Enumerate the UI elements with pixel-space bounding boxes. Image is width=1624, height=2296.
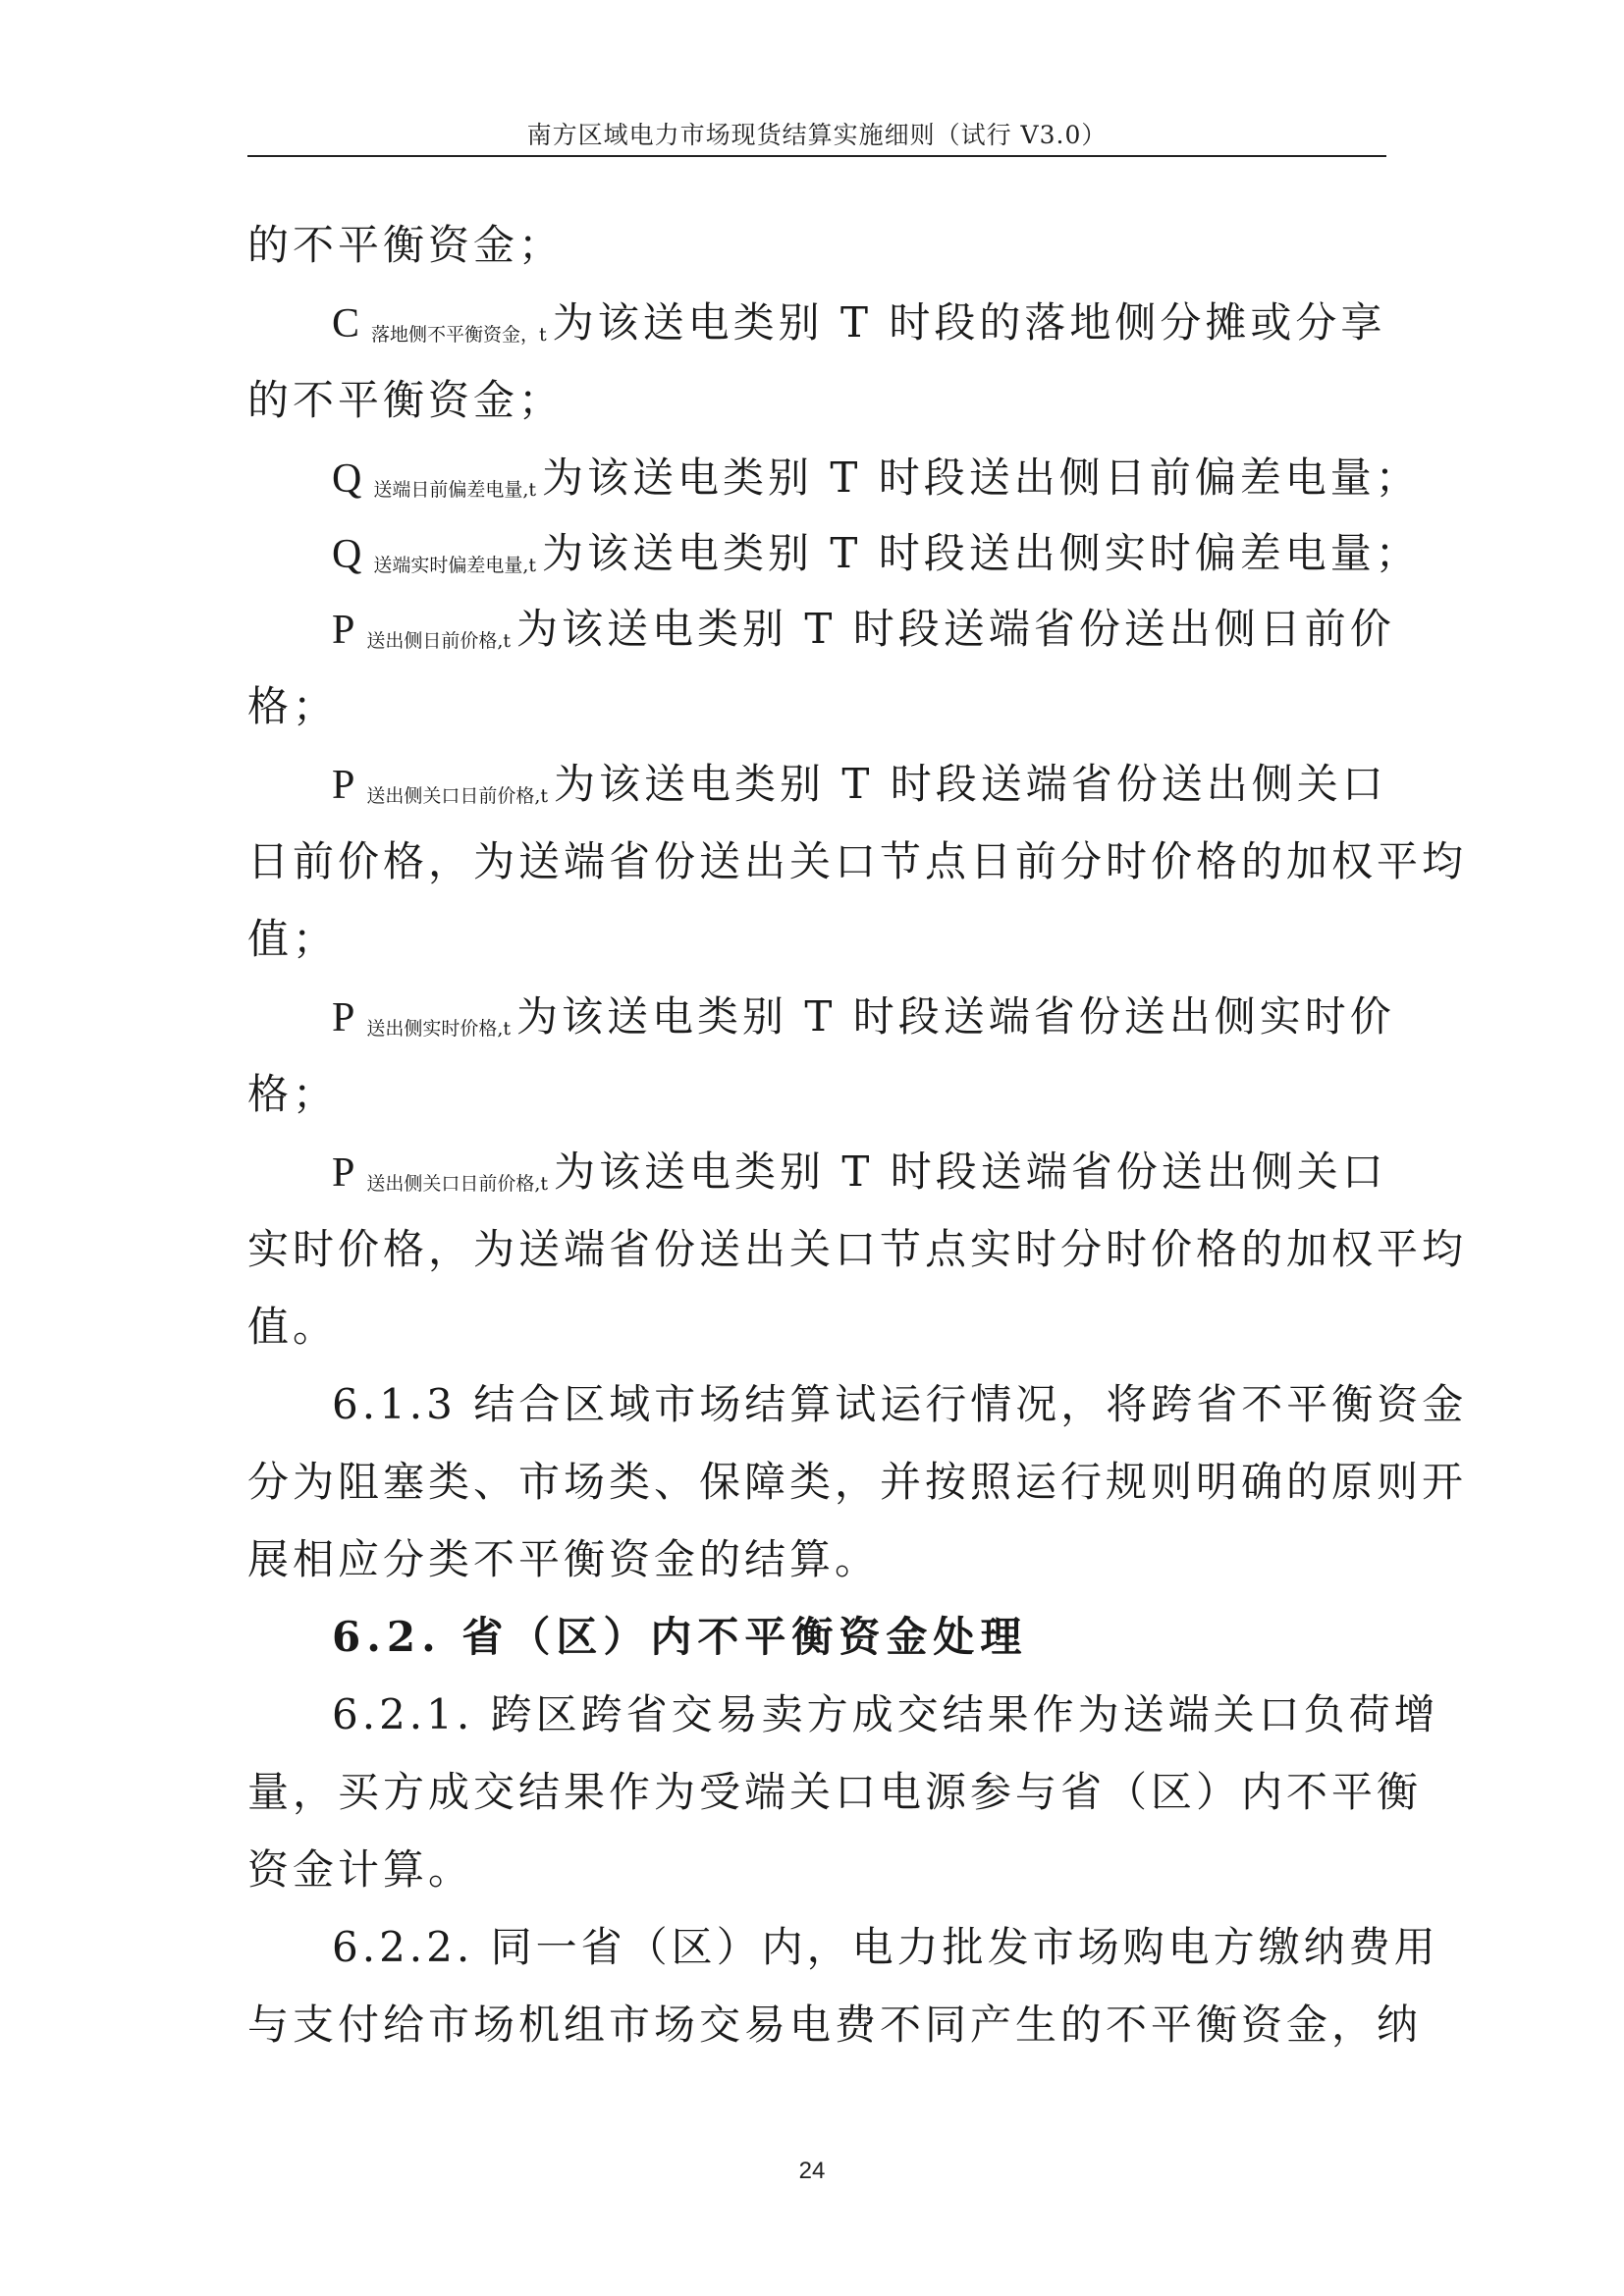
text-line: 值； (247, 915, 339, 963)
header-rule (247, 155, 1386, 157)
definition-text: 为该送电类别 T 时段送端省份送出侧日前价 (516, 605, 1395, 653)
variable-subscript: 送出侧关口日前价格,t (366, 785, 549, 807)
variable-symbol: C (332, 301, 360, 347)
variable-symbol: P (332, 763, 355, 808)
page-number: 24 (798, 2158, 826, 2184)
text-line: 量，买方成交结果作为受端关口电源参与省（区）内不平衡 (247, 1768, 1423, 1816)
variable-definition (247, 590, 1395, 667)
text-line: 格； (247, 682, 339, 730)
variable-definition (247, 978, 1395, 1055)
variable-subscript: 送端实时偏差电量,t (373, 555, 537, 576)
variable-definition (247, 1133, 1391, 1210)
definition-text: 为该送电类别 T 时段送出侧日前偏差电量； (542, 454, 1421, 502)
definition-text: 为该送电类别 T 时段的落地侧分摊或分享 (552, 298, 1386, 347)
definition-text: 为该送电类别 T 时段送端省份送出侧关口 (554, 1148, 1387, 1196)
variable-symbol: P (332, 608, 355, 653)
text-line: 实时价格，为送端省份送出关口节点实时分时价格的加权平均 (247, 1225, 1468, 1273)
text-line: 格； (247, 1070, 339, 1118)
definition-text: 为该送电类别 T 时段送端省份送出侧关口 (554, 760, 1387, 808)
text-line: 资金计算。 (247, 1845, 474, 1894)
variable-subscript: 送出侧日前价格,t (366, 630, 512, 652)
variable-subscript: 送出侧关口日前价格,t (366, 1173, 549, 1195)
definition-text: 为该送电类别 T 时段送出侧实时偏差电量； (542, 529, 1421, 577)
variable-subscript: 落地侧不平衡资金，t (371, 324, 547, 346)
definition-text: 为该送电类别 T 时段送端省份送出侧实时价 (516, 992, 1395, 1041)
variable-definition (247, 745, 1391, 823)
paragraph-start: 6.2.2. 同一省（区）内，电力批发市场购电方缴纳费用 (332, 1923, 1439, 1971)
text-line: 的不平衡资金； (247, 221, 565, 269)
variable-definition (247, 439, 1421, 514)
text-line: 分为阻塞类、市场类、保障类，并按照运行规则明确的原则开 (247, 1458, 1468, 1506)
paragraph-start: 6.1.3 结合区域市场结算试运行情况，将跨省不平衡资金 (332, 1380, 1468, 1428)
variable-definition (247, 284, 1391, 361)
text-line: 展相应分类不平衡资金的结算。 (247, 1535, 881, 1583)
text-line: 与支付给市场机组市场交易电费不同产生的不平衡资金，纳 (247, 2001, 1423, 2049)
variable-definition (247, 514, 1421, 590)
paragraph-start: 6.2.1. 跨区跨省交易卖方成交结果作为送端关口负荷增 (332, 1690, 1439, 1738)
variable-symbol: P (332, 995, 355, 1041)
variable-symbol: Q (332, 532, 362, 577)
text-line: 值。 (247, 1303, 339, 1351)
section-heading: 6.2. 省（区）内不平衡资金处理 (332, 1613, 1028, 1661)
variable-subscript: 送端日前偏差电量,t (373, 479, 537, 501)
body-text (247, 206, 1468, 2063)
variable-subscript: 送出侧实时价格,t (366, 1018, 512, 1040)
text-line: 的不平衡资金； (247, 376, 565, 424)
variable-symbol: P (332, 1150, 355, 1196)
variable-symbol: Q (332, 456, 362, 502)
running-header: 南方区域电力市场现货结算实施细则（试行 V3.0） (526, 121, 1108, 149)
text-line: 日前价格，为送端省份送出关口节点日前分时价格的加权平均 (247, 837, 1468, 885)
